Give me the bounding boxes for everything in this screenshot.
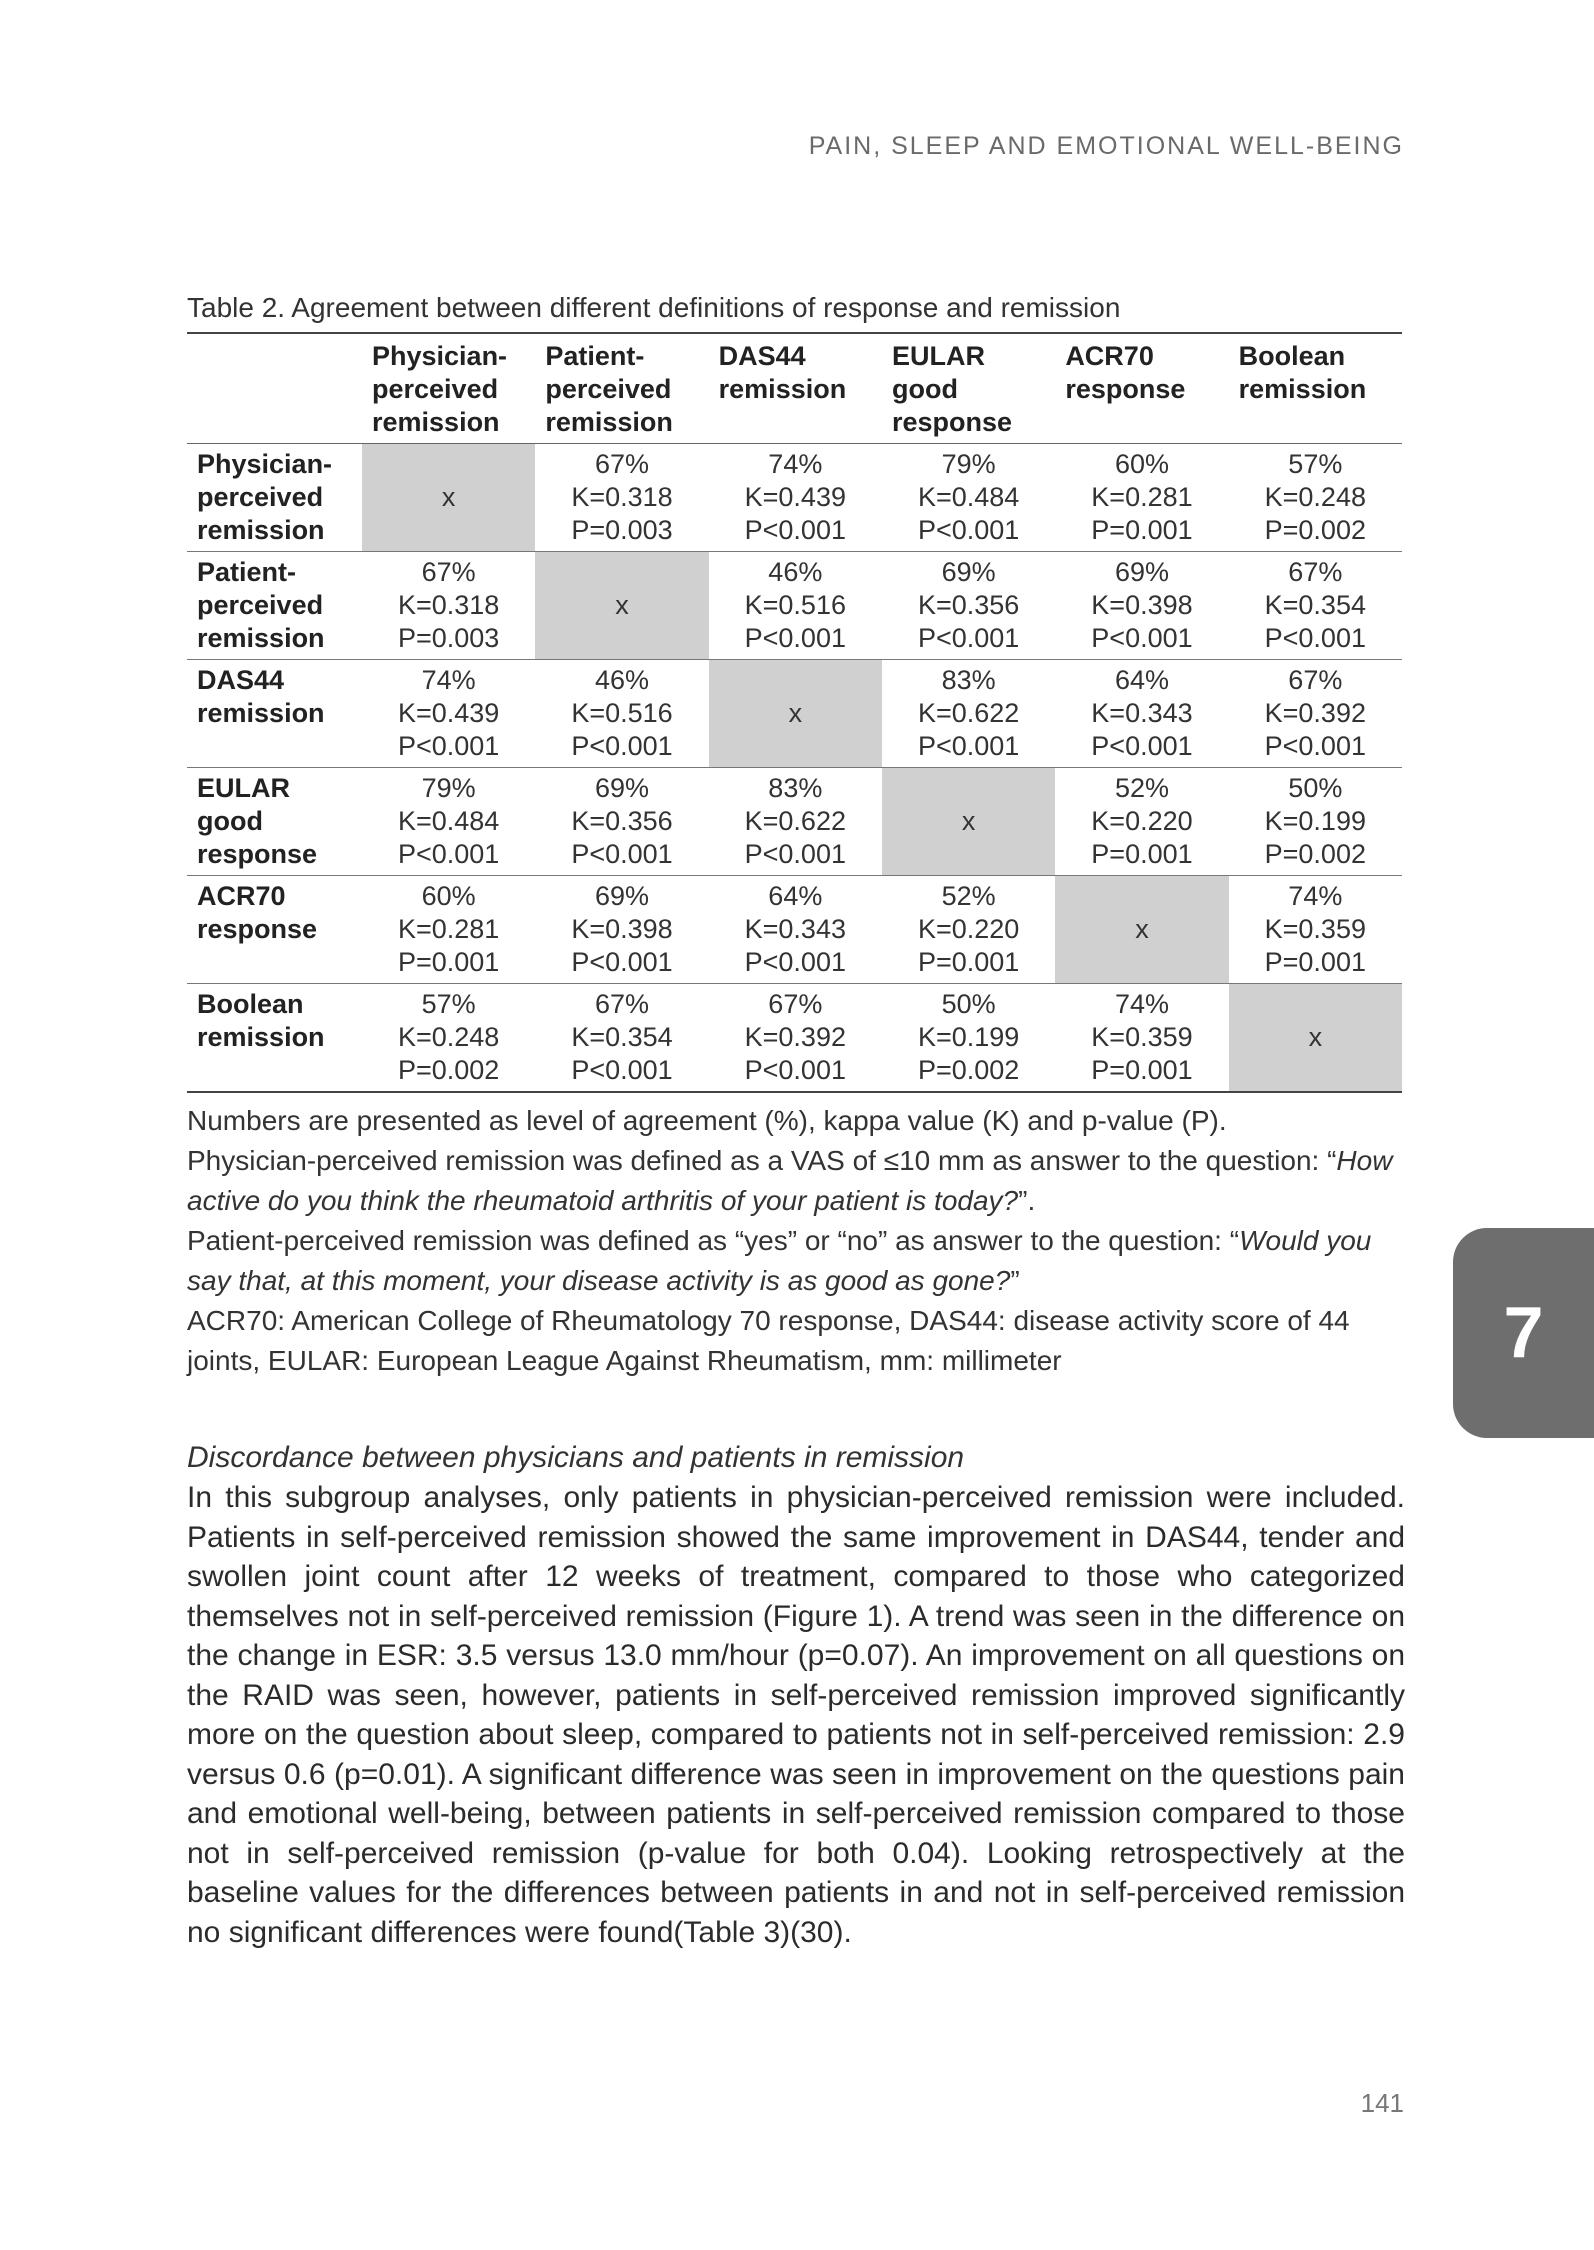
agreement-cell xyxy=(362,768,535,876)
cell-line: P=0.001 xyxy=(1091,1055,1193,1085)
cell-line: 67% xyxy=(768,989,823,1019)
cell-line: P=0.002 xyxy=(1264,515,1366,545)
row-label xyxy=(187,768,362,876)
cell-line: 67% xyxy=(421,557,476,587)
cell-line: Physician- xyxy=(372,341,508,371)
cell-line: P=0.002 xyxy=(917,1055,1020,1085)
cell-line: perceived xyxy=(197,590,324,620)
agreement-cell xyxy=(1055,768,1228,876)
agreement-cell xyxy=(1229,768,1402,876)
table-row xyxy=(187,768,1402,876)
agreement-cell xyxy=(1229,660,1402,768)
cell-line: 57% xyxy=(421,989,476,1019)
cell-line: 64% xyxy=(1114,665,1169,695)
agreement-cell xyxy=(1229,444,1402,552)
cell-line: K=0.439 xyxy=(744,482,846,512)
cell-line: 46% xyxy=(594,665,650,695)
cell-line: K=0.484 xyxy=(917,482,1020,512)
cell-line: 74% xyxy=(421,665,476,695)
cell-line: 83% xyxy=(768,773,823,803)
cell-line: response xyxy=(197,839,318,869)
cell-line: Boolean xyxy=(1238,341,1346,371)
cell-line: 60% xyxy=(1114,449,1169,479)
cell-line: 69% xyxy=(941,557,996,587)
note-physician-question: How active do you think the rheumatoid arthritis of your patient is today? xyxy=(187,1145,1393,1216)
diagonal-cell xyxy=(362,444,535,552)
cell-line: K=0.343 xyxy=(744,914,846,944)
cell-line: P=0.003 xyxy=(571,515,673,545)
cell-line: P<0.001 xyxy=(744,515,846,545)
cell-line: P=0.003 xyxy=(397,623,500,653)
agreement-cell xyxy=(709,876,882,984)
cell-line: K=0.220 xyxy=(917,914,1020,944)
agreement-cell xyxy=(1055,660,1228,768)
cell-line: 52% xyxy=(941,881,996,911)
cell-line: response xyxy=(197,914,318,944)
cell-line: 57% xyxy=(1288,449,1343,479)
cell-line: P<0.001 xyxy=(744,1055,846,1085)
cell-line: K=0.392 xyxy=(1264,698,1366,728)
agreement-cell xyxy=(535,660,708,768)
cell-line: EULAR good xyxy=(197,773,290,836)
note-physician-text: Physician-perceived remission was defined as a VAS of ≤10 mm as answer to the question: “ xyxy=(187,1145,1337,1176)
agreement-cell xyxy=(882,984,1055,1093)
cell-line: ACR70 xyxy=(1065,341,1154,371)
cell-line: K=0.248 xyxy=(1264,482,1366,512)
cell-line: 67% xyxy=(1288,665,1343,695)
cell-line: P<0.001 xyxy=(744,839,846,869)
cell-line: 52% xyxy=(1114,773,1169,803)
cell-line: remission xyxy=(197,1022,325,1052)
agreement-cell xyxy=(535,984,708,1093)
cell-line: P<0.001 xyxy=(1091,731,1193,761)
table-row xyxy=(187,984,1402,1093)
cell-line: P<0.001 xyxy=(571,1055,673,1085)
note-patient-text: Patient-perceived remission was defined as “yes” or “no” as answer to the question: “ xyxy=(187,1225,1240,1256)
note-patient-end: ” xyxy=(1010,1265,1020,1296)
table-header-row xyxy=(187,333,1402,444)
cell-line: 64% xyxy=(768,881,823,911)
agreement-cell xyxy=(1229,876,1402,984)
cell-line: K=0.199 xyxy=(1264,806,1366,836)
cell-line: P=0.001 xyxy=(917,947,1020,977)
results-section xyxy=(187,1438,1405,1952)
cell-line: P=0.001 xyxy=(1264,947,1366,977)
agreement-cell xyxy=(1055,444,1228,552)
cell-line: 60% xyxy=(421,881,476,911)
page-number: 141 xyxy=(1360,2088,1404,2118)
diagonal-cell xyxy=(1055,876,1228,984)
agreement-cell xyxy=(535,768,708,876)
agreement-cell xyxy=(535,876,708,984)
cell-line: P=0.001 xyxy=(1091,515,1193,545)
diagonal-cell xyxy=(709,660,882,768)
agreement-cell xyxy=(1055,552,1228,660)
cell-line: 67% xyxy=(1288,557,1343,587)
cell-line: 74% xyxy=(768,449,823,479)
cell-line: Physician- xyxy=(197,449,333,479)
agreement-cell xyxy=(709,444,882,552)
agreement-cell xyxy=(362,876,535,984)
column-header xyxy=(709,333,882,444)
cell-line: ACR70 xyxy=(197,881,286,911)
cell-line: remission xyxy=(372,407,500,437)
column-header xyxy=(1055,333,1228,444)
cell-line: x xyxy=(1135,914,1149,944)
cell-line: 46% xyxy=(768,557,823,587)
corner-cell xyxy=(187,333,362,444)
section-heading: Discordance between physicians and patients in remission xyxy=(187,1441,965,1474)
cell-line: DAS44 xyxy=(197,665,285,695)
column-header xyxy=(362,333,535,444)
cell-line: P<0.001 xyxy=(917,515,1020,545)
agreement-cell xyxy=(1229,552,1402,660)
cell-line: P<0.001 xyxy=(917,623,1020,653)
cell-line: Patient- xyxy=(197,557,297,587)
cell-line: K=0.359 xyxy=(1264,914,1366,944)
row-label xyxy=(187,984,362,1093)
cell-line: 50% xyxy=(941,989,996,1019)
cell-line: P=0.001 xyxy=(397,947,500,977)
cell-line: 69% xyxy=(594,881,650,911)
note-abbreviations: ACR70: American College of Rheumatology 70 response, DAS44: disease activity score of 44 joints, EULAR: European League Against Rheumatism, mm: millimeter xyxy=(187,1305,1350,1376)
diagonal-cell xyxy=(535,552,708,660)
table-row xyxy=(187,552,1402,660)
cell-line: K=0.220 xyxy=(1091,806,1193,836)
note-legend: Numbers are presented as level of agreement (%), kappa value (K) and p-value (P). xyxy=(187,1105,1227,1136)
cell-line: P<0.001 xyxy=(744,947,846,977)
note-patient-question: Would you say that, at this moment, your disease activity is as good as gone? xyxy=(187,1225,1372,1296)
agreement-cell xyxy=(362,984,535,1093)
cell-line: x xyxy=(615,590,629,620)
agreement-cell xyxy=(709,552,882,660)
cell-line: perceived xyxy=(372,374,499,404)
cell-line: K=0.356 xyxy=(917,590,1020,620)
cell-line: K=0.248 xyxy=(397,1022,500,1052)
cell-line: Patient- xyxy=(545,341,645,371)
cell-line: K=0.199 xyxy=(917,1022,1020,1052)
agreement-cell xyxy=(362,552,535,660)
cell-line: 79% xyxy=(421,773,476,803)
cell-line: P<0.001 xyxy=(917,731,1020,761)
cell-line: 69% xyxy=(594,773,650,803)
table-notes xyxy=(187,1101,1402,1381)
agreement-cell xyxy=(882,444,1055,552)
agreement-cell xyxy=(1055,984,1228,1093)
agreement-cell xyxy=(535,444,708,552)
cell-line: 74% xyxy=(1288,881,1343,911)
cell-line: Boolean xyxy=(197,989,304,1019)
agreement-cell xyxy=(362,660,535,768)
cell-line: remission xyxy=(197,698,325,728)
cell-line: K=0.398 xyxy=(571,914,673,944)
cell-line: K=0.398 xyxy=(1091,590,1193,620)
chapter-tab: 7 xyxy=(1453,1228,1594,1438)
agreement-cell xyxy=(882,660,1055,768)
table-caption: Table 2. Agreement between different definitions of response and remission xyxy=(187,292,1121,323)
cell-line: P<0.001 xyxy=(571,839,673,869)
note-physician-end: ”. xyxy=(1018,1185,1036,1216)
cell-line: 50% xyxy=(1288,773,1343,803)
cell-line: P<0.001 xyxy=(1264,623,1366,653)
cell-line: P=0.001 xyxy=(1091,839,1193,869)
table-block xyxy=(187,288,1402,1381)
note-physician-definition xyxy=(187,1141,1402,1221)
cell-line: remission xyxy=(718,374,847,404)
cell-line: 67% xyxy=(594,449,650,479)
agreement-cell xyxy=(709,768,882,876)
cell-line: perceived xyxy=(197,482,324,512)
column-header xyxy=(882,333,1055,444)
table-row xyxy=(187,876,1402,984)
cell-line: remission xyxy=(197,515,325,545)
cell-line: K=0.516 xyxy=(744,590,846,620)
cell-line: P<0.001 xyxy=(397,839,500,869)
cell-line: P<0.001 xyxy=(397,731,500,761)
cell-line: K=0.356 xyxy=(571,806,673,836)
running-header: PAIN, SLEEP AND EMOTIONAL WELL-BEING xyxy=(808,132,1404,160)
cell-line: remission xyxy=(197,623,325,653)
cell-line: K=0.622 xyxy=(917,698,1020,728)
cell-line: K=0.392 xyxy=(744,1022,846,1052)
cell-line: K=0.439 xyxy=(397,698,500,728)
cell-line: K=0.354 xyxy=(571,1022,673,1052)
agreement-cell xyxy=(882,876,1055,984)
cell-line: K=0.281 xyxy=(397,914,500,944)
cell-line: K=0.622 xyxy=(744,806,846,836)
row-label xyxy=(187,444,362,552)
column-header xyxy=(1229,333,1402,444)
cell-line: K=0.354 xyxy=(1264,590,1366,620)
cell-line: DAS44 xyxy=(718,341,806,371)
agreement-cell xyxy=(709,984,882,1093)
cell-line: K=0.516 xyxy=(571,698,673,728)
cell-line: K=0.318 xyxy=(571,482,673,512)
cell-line: P<0.001 xyxy=(1264,731,1366,761)
cell-line: x xyxy=(788,698,803,728)
cell-line: remission xyxy=(545,407,673,437)
cell-line: K=0.484 xyxy=(397,806,500,836)
cell-line: P<0.001 xyxy=(571,947,673,977)
cell-line: K=0.318 xyxy=(397,590,500,620)
row-label xyxy=(187,660,362,768)
table-row xyxy=(187,444,1402,552)
cell-line: K=0.281 xyxy=(1091,482,1193,512)
table-row xyxy=(187,660,1402,768)
cell-line: K=0.343 xyxy=(1091,698,1193,728)
row-label xyxy=(187,876,362,984)
table-body xyxy=(187,444,1402,1093)
column-header xyxy=(535,333,708,444)
cell-line: response xyxy=(1065,374,1186,404)
row-label xyxy=(187,552,362,660)
diagonal-cell xyxy=(1229,984,1402,1093)
cell-line: EULAR good xyxy=(891,341,985,404)
note-patient-definition xyxy=(187,1221,1402,1301)
cell-line: 74% xyxy=(1114,989,1169,1019)
cell-line: P<0.001 xyxy=(571,731,673,761)
agreement-table xyxy=(187,332,1402,1093)
cell-line: remission xyxy=(1238,374,1367,404)
agreement-cell xyxy=(882,552,1055,660)
cell-line: P=0.002 xyxy=(1264,839,1366,869)
cell-line: x xyxy=(441,482,456,512)
cell-line: 67% xyxy=(594,989,650,1019)
cell-line: P<0.001 xyxy=(744,623,846,653)
cell-line: 83% xyxy=(941,665,996,695)
section-paragraph: In this subgroup analyses, only patients in physician-perceived remission were included. Patients in self-perceived remission showed the same improvement in DAS44, tender and swollen joint count after 12 weeks of treatment, compared to those who categorized themselves not in self-perceived remission (Figure 1). A trend was seen in the difference on the change in ESR: 3.5 versus 13.0 mm/hour (p=0.07). An improvement on all questions on the RAID was seen, however, patients in self-perceived remission improved significantly more on the question about sleep, compared to patients not in self-perceived remission: 2.9 versus 0.6 (p=0.01). A significant difference was seen in improvement on the questions pain and emotional well-being, between patients in self-perceived remission compared to those not in self-perceived remission (p-value for both 0.04). Looking retrospectively at the baseline values for the differences between patients in and not in self-perceived remission no significant differences were found(Table 3)(30). xyxy=(187,1481,1405,1949)
cell-line: x xyxy=(961,806,976,836)
diagonal-cell xyxy=(882,768,1055,876)
cell-line: response xyxy=(891,407,1013,437)
cell-line: 69% xyxy=(1114,557,1169,587)
cell-line: P=0.002 xyxy=(397,1055,500,1085)
cell-line: P<0.001 xyxy=(1091,623,1193,653)
cell-line: 79% xyxy=(941,449,996,479)
cell-line: perceived xyxy=(545,374,672,404)
cell-line: x xyxy=(1308,1022,1323,1052)
cell-line: K=0.359 xyxy=(1091,1022,1193,1052)
